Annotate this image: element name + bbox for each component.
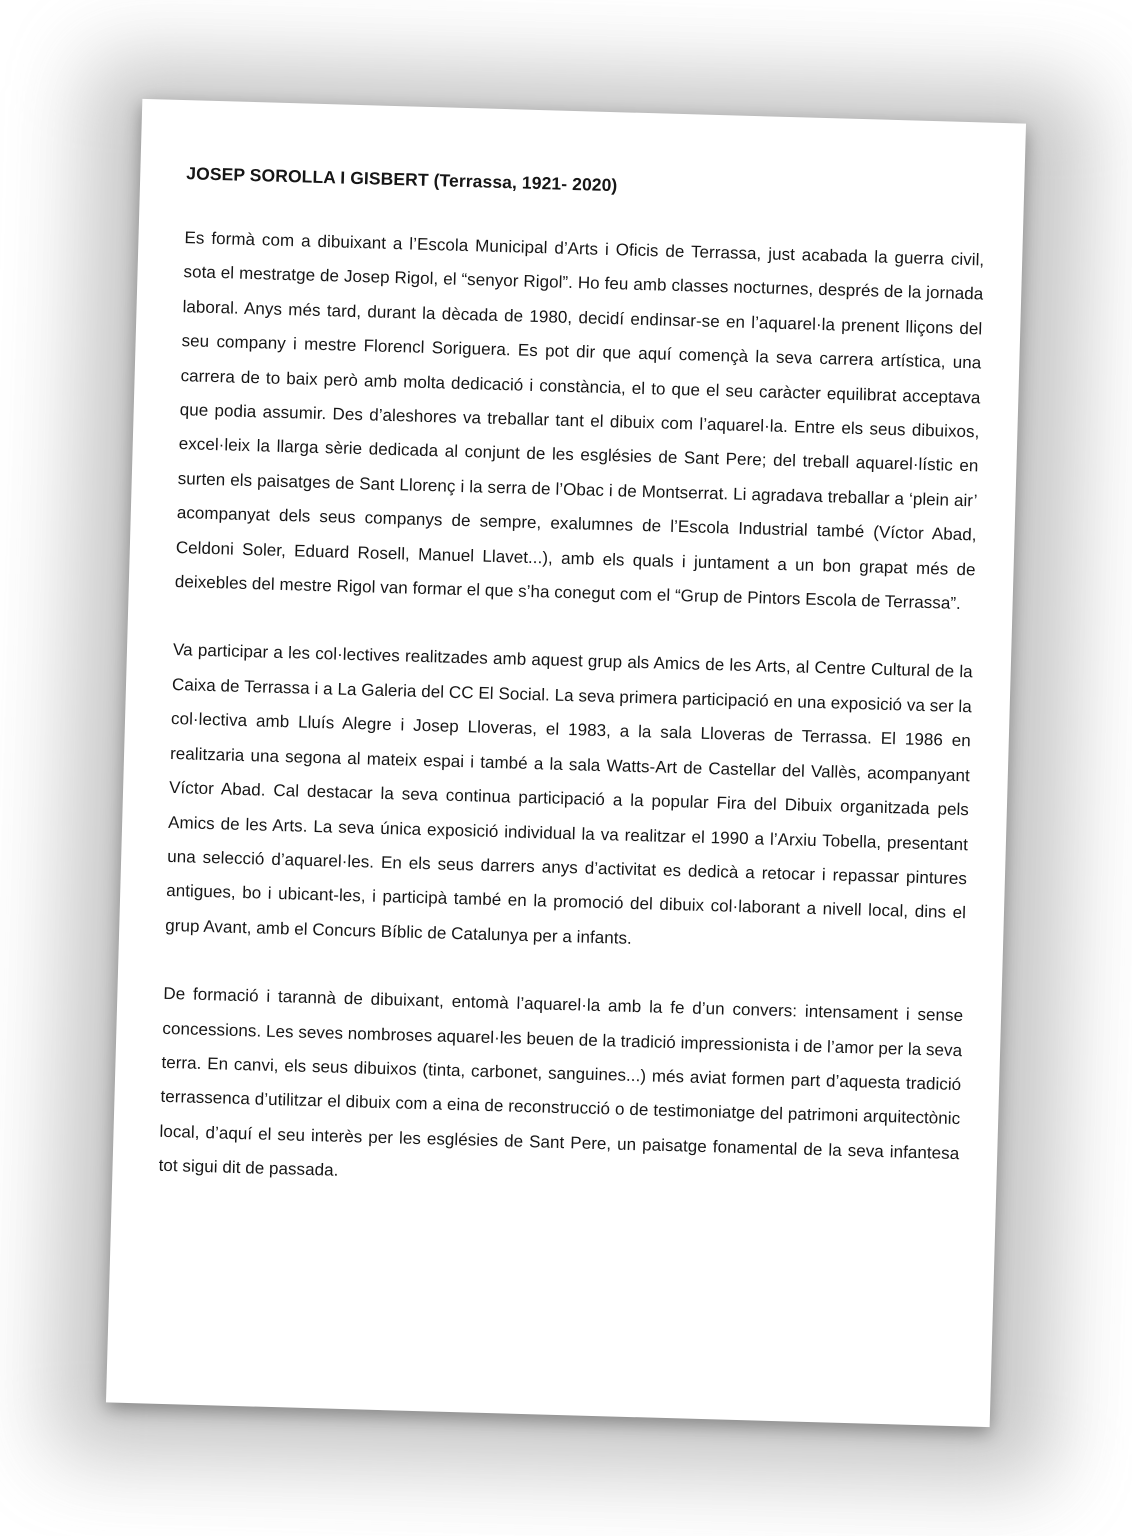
paragraph-biography: Es formà com a dibuixant a l’Escola Municipal d’Arts i Oficis de Terrassa, just acabada la guerra civil, sota el mestratge de Josep Rigol, el “senyor Rigol”. Ho feu amb classes nocturnes, després de la jornada laboral. Anys més tard, durant la dècada de 1980, decidí endinsar-se en l’aquarel·la prenent lliçons del seu company i mestre Florencl Soriguera. Es pot dir que aquí començà la seva carrera artística, una carrera de to baix però amb molta dedicació i constància, el to que el seu caràcter equilibrat acceptava que podia assumir. Des d’aleshores va treballar tant el dibuix com l’aquarel·la. Entre els seus dibuixos, excel·leix la llarga sèrie dedicada al conjunt de les esglésies de Sant Pere; del treball aquarel·lístic en surten els paisatges de Sant Llorenç i la serra de l’Obac i de Montserrat. Li agradava treballar a ‘plein air’ acompanyat dels seus companys de sempre, exalumnes de l’Escola Industrial també (Víctor Abad, Celdoni Soler, Eduard Rosell, Manuel Llavet...), amb els quals i juntament a un bon grapat més de deixebles del mestre Rigol van formar el que s’ha conegut com el “Grup de Pintors Escola de Terrassa”. [174, 228, 985, 614]
paragraph-style: De formació i tarannà de dibuixant, entomà l’aquarel·la amb la fe d’un convers: intensament i sense concessions. Les seves nombroses aquarel·les beuen de la tradició impressionista i de l’amor per la seva terra. En canvi, els seus dibuixos (tinta, carbonet, sanguines...) més aviat formen part d’aquesta tradició terrassenca d’utilitzar el dibuix com a eina de reconstrucció o de testimoniatge del patrimoni arquitectònic local, d’aquí el seu interès per les esglésies de Sant Pere, un paisatge fonamental de la seva infantesa tot sigui dit de passada. [158, 983, 964, 1180]
document-sheet [106, 99, 1026, 1427]
paragraph-exhibitions: Va participar a les col·lectives realitzades amb aquest grup als Amics de les Arts, al Centre Cultural de la Caixa de Terrassa i a La Galeria del CC El Social. La seva primera participació en una exposició va ser la col·lectiva amb Lluís Alegre i Josep Lloveras, el 1983, a la sala Lloveras de Terrassa. El 1986 en realitzaria una segona al mateix espai i també a la sala Watts-Art de Castellar del Vallès, acompanyant Víctor Abad. Cal destacar la seva continua participació a la popular Fira del Dibuix organitzada pels Amics de les Arts. La seva única exposició individual la va realitzar el 1990 a l’Arxiu Tobella, presentant una selecció d’aquarel·les. En els seus darrers anys d’activitat es dedicà a retocar i repassar pintures antigues, bo i ubicant-les, i participà també en la promoció del dibuix col·laborant a nivell local, dins el grup Avant, amb el Concurs Bíblic de Catalunya per a infants. [165, 640, 973, 948]
document-title: JOSEP SOROLLA I GISBERT (Terrassa, 1921- 2020) [186, 163, 618, 196]
document-body [158, 162, 986, 1206]
